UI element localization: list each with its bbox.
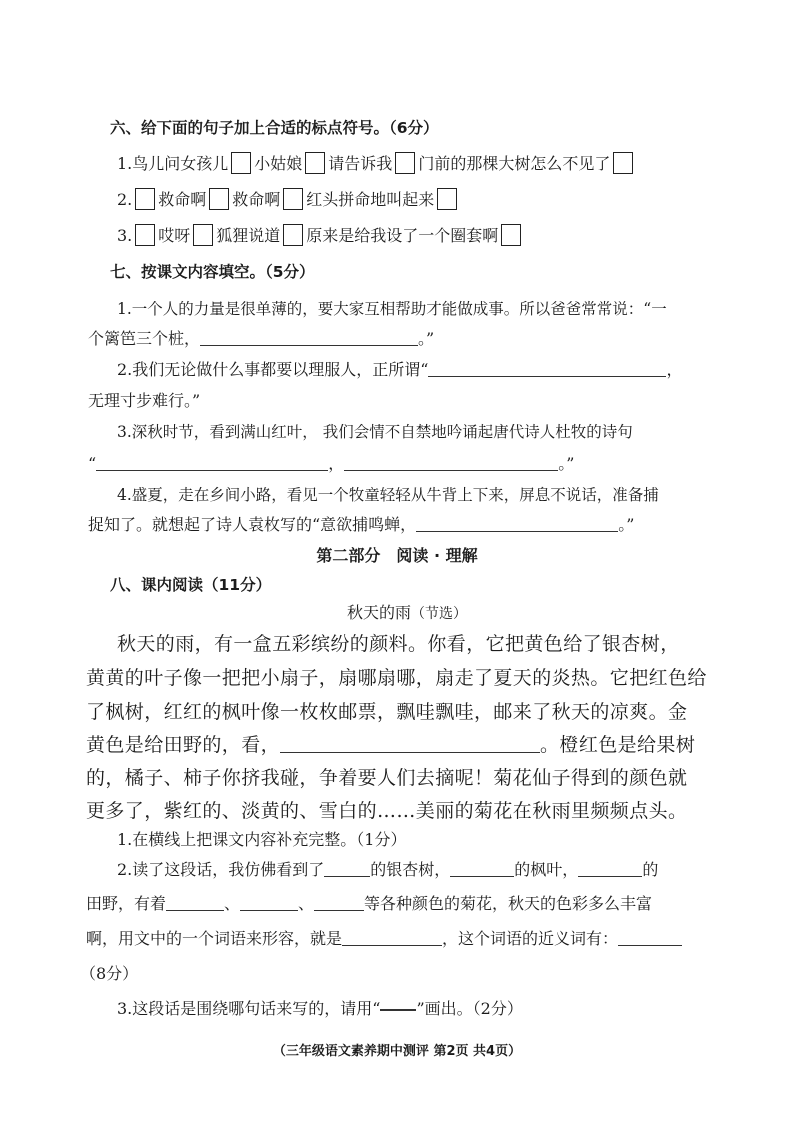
fill-q4-blank[interactable]: [416, 514, 618, 532]
row3-text-4: 原来是给我设了一个圈套啊: [306, 226, 499, 245]
reading-q2-blank-3[interactable]: [578, 859, 642, 877]
fill-q3-line-a: 3.深秋时节，看到满山红叶， 我们会情不自禁地吟诵起唐代诗人杜牧的诗句: [117, 423, 633, 441]
punct-box-2-2[interactable]: [209, 188, 229, 210]
section-7-title: 七、按课文内容填空。（5分）: [110, 263, 315, 281]
fill-q3-end: 。”: [558, 454, 575, 473]
fill-q4-end: 。”: [618, 515, 635, 534]
reading-q2-text-10: ，这个词语的近义词有：: [442, 929, 619, 948]
reading-q2-text-7: 、: [298, 894, 315, 913]
passage-line-4: [86, 729, 695, 761]
row2-text-2: 救命啊: [158, 190, 207, 209]
fill-q1-text: 个篱笆三个桩，: [88, 329, 201, 348]
row1-text-3: 请告诉我: [328, 154, 393, 173]
punct-box-1-3[interactable]: [395, 152, 415, 174]
punct-box-1-4[interactable]: [613, 152, 633, 174]
punct-box-2-1[interactable]: [135, 188, 155, 210]
row1-text-1: 1.鸟儿问女孩儿: [117, 154, 229, 173]
fill-q1-end: 。”: [418, 329, 435, 348]
fill-q3-comma: ，: [328, 454, 345, 473]
reading-q2-text-2: 的银杏树，: [370, 860, 451, 879]
fill-q2-blank[interactable]: [428, 359, 666, 377]
reading-q3-end: ”画出。（2分）: [416, 999, 523, 1018]
fill-q1-line-b: [88, 327, 434, 351]
reading-q2-line-c: [86, 927, 682, 951]
passage-line-3: 了枫树，红红的枫叶像一枚枚邮票，飘哇飘哇，邮来了秋天的凉爽。金: [86, 701, 688, 723]
passage-line-2: 黄黄的叶子像一把把小扇子，扇哪扇哪，扇走了夏天的炎热。它把红色给: [86, 667, 707, 689]
passage-line-6: 更多了，紫红的、淡黄的、雪白的……美丽的菊花在秋雨里频频点头。: [86, 800, 688, 822]
passage-line-1: 秋天的雨，有一盒五彩缤纷的颜料。你看，它把黄色给了银杏树，: [117, 633, 680, 655]
reading-q2-blank-2[interactable]: [450, 859, 514, 877]
row2-text-1: 2.: [117, 190, 133, 209]
passage-line-5: 的，橘子、柿子你挤我碰，争着要人们去摘呢！菊花仙子得到的颜色就: [86, 767, 688, 789]
fill-q3-blank-1[interactable]: [96, 453, 328, 471]
punct-box-3-3[interactable]: [283, 224, 303, 246]
reading-q2-blank-1[interactable]: [324, 859, 370, 877]
row3-text-2: 哎呀: [158, 226, 191, 245]
section-6-title: 六、给下面的句子加上合适的标点符号。（6分）: [110, 119, 439, 137]
row2-text-4: 红头拼命地叫起来: [306, 190, 435, 209]
fill-q3-blank-2[interactable]: [344, 453, 558, 471]
fill-q2-text: 2.我们无论做什么事都要以理服人，正所谓“: [117, 360, 429, 379]
fill-q4-line-b: [88, 513, 634, 537]
reading-q2-blank-6[interactable]: [314, 893, 364, 911]
fill-q4-text: 捉知了。就想起了诗人袁枚写的“意欲捕鸣蝉，: [88, 515, 417, 534]
reading-q2-blank-5[interactable]: [240, 893, 298, 911]
punct-box-3-4[interactable]: [501, 224, 521, 246]
reading-q3-text: 3.这段话是围绕哪句话来写的，请用“: [117, 999, 381, 1018]
passage-title-text: 秋天的雨: [347, 603, 412, 622]
reading-q2-blank-4[interactable]: [166, 893, 224, 911]
reading-q2-line-a: [117, 858, 658, 882]
reading-q2-text-8: 等各种颜色的菊花，秋天的色彩多么丰富: [364, 894, 653, 913]
reading-q3: [117, 997, 523, 1021]
fill-q3-line-b: [88, 452, 574, 476]
fill-q1-blank[interactable]: [200, 328, 418, 346]
fill-q1-line-a: 1.一个人的力量是很单薄的，要大家互相帮助才能做成事。所以爸爸常常说：“一: [117, 300, 667, 318]
punct-box-1-2[interactable]: [305, 152, 325, 174]
fill-q2-line-a: [117, 358, 682, 382]
punctuation-row-1: [117, 152, 636, 176]
punct-box-2-3[interactable]: [283, 188, 303, 210]
row2-text-3: 救命啊: [232, 190, 281, 209]
reading-q2-text-9: 啊，用文中的一个词语来形容，就是: [86, 929, 343, 948]
fill-q4-line-a: 4.盛夏，走在乡间小路，看见一个牧童轻轻从牛背上下来，屏息不说话，准备捕: [117, 486, 659, 504]
reading-q2-blank-7[interactable]: [342, 928, 442, 946]
part-2-heading: 第二部分 阅读 · 理解: [316, 546, 478, 565]
reading-q2-text-3: 的枫叶，: [514, 860, 579, 879]
row1-text-4: 门前的那棵大树怎么不见了: [418, 154, 611, 173]
reading-q2-blank-8[interactable]: [618, 928, 682, 946]
section-8-title: 八、课内阅读（11分）: [110, 576, 272, 594]
punct-box-2-4[interactable]: [437, 188, 457, 210]
row3-text-3: 狐狸说道: [216, 226, 281, 245]
reading-q1: 1.在横线上把课文内容补充完整。（1分）: [117, 830, 407, 849]
fill-q2-comma: ，: [666, 360, 683, 379]
reading-q2-text-4: 的: [642, 860, 659, 879]
passage-title-note: （节选）: [411, 606, 468, 622]
punctuation-row-3: [117, 224, 524, 248]
page-footer: （三年级语文素养期中测评 第2页 共4页）: [272, 1044, 522, 1059]
punct-box-1-1[interactable]: [231, 152, 251, 174]
fill-q2-line-b: 无理寸步难行。”: [88, 391, 201, 410]
reading-q2-text-6: 、: [224, 894, 241, 913]
wavy-line-mark: [380, 999, 416, 1011]
passage-line-4-text: 黄色是给田野的，看，: [86, 734, 281, 756]
reading-q2-score: （8分）: [80, 964, 139, 983]
passage-title: [347, 601, 467, 626]
row1-text-2: 小姑娘: [254, 154, 303, 173]
punct-box-3-1[interactable]: [135, 224, 155, 246]
punct-box-3-2[interactable]: [193, 224, 213, 246]
reading-q2-line-b: [86, 892, 652, 916]
reading-q2-text-1: 2.读了这段话，我仿佛看到了: [117, 860, 325, 879]
reading-q2-text-5: 田野，有着: [86, 894, 167, 913]
passage-blank[interactable]: [280, 732, 540, 753]
row3-text-1: 3.: [117, 226, 133, 245]
punctuation-row-2: [117, 188, 460, 212]
passage-line-4-end: 。橙红色是给果树: [540, 734, 696, 756]
fill-q3-open: “: [88, 454, 97, 473]
